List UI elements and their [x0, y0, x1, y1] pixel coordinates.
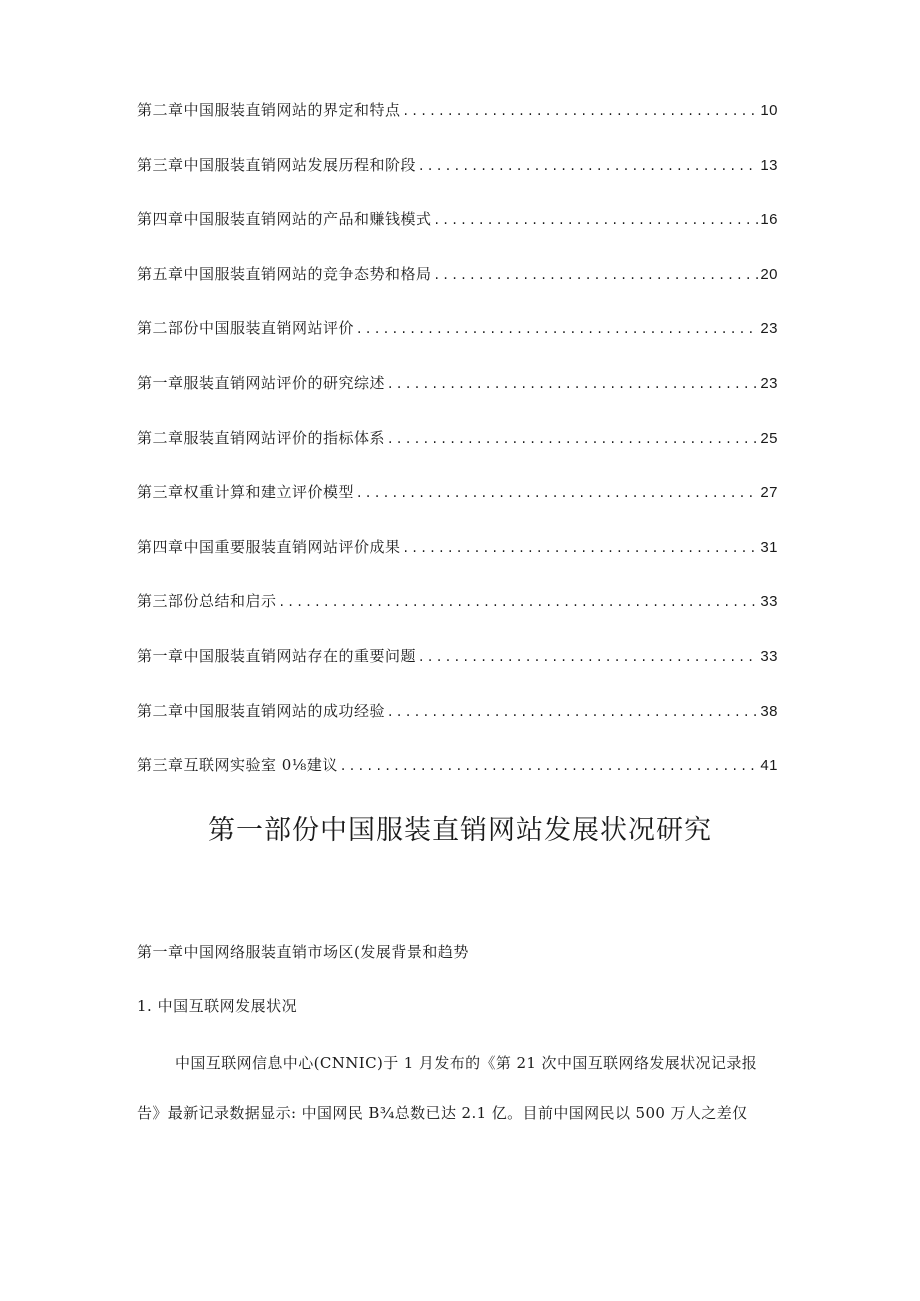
toc-entry-title: 第二章中国服装直销网站的界定和特点: [137, 101, 401, 119]
toc-dot-leader: [388, 376, 758, 392]
paragraph-line: 中国互联网信息中心(CNNIC)于 1 月发布的《第 21 次中国互联网络发展状况记录报: [175, 1054, 758, 1072]
toc-entry-title: 第三章权重计算和建立评价模型: [137, 483, 355, 502]
toc-entry-title: 第三章中国服装直销网站发展历程和阶段: [137, 155, 417, 174]
toc-entry-title: 第五章中国服装直销网站的竞争态势和格局: [137, 264, 432, 283]
toc-dot-leader: [388, 431, 758, 447]
body-paragraph: [137, 1038, 792, 1138]
toc-entry-title: 第四章中国服装直销网站的产品和赚钱模式: [137, 210, 432, 229]
toc-entry-title: 第一章服装直销网站评价的研究综述: [137, 373, 386, 392]
chapter-heading: 第一章中国网络服装直销市场区(发展背景和趋势: [137, 943, 469, 961]
toc-entry-title: 第二章中国服装直销网站的成功经验: [137, 701, 386, 720]
toc-dot-leader: [357, 321, 758, 337]
toc-entry-page: 10: [760, 102, 778, 119]
toc-entry-page: 38: [760, 702, 778, 720]
section-heading: 1. 中国互联网发展状况: [137, 997, 298, 1015]
toc-entry-page: 31: [760, 538, 778, 556]
toc-entry-page: 25: [760, 429, 778, 447]
toc-entry[interactable]: [137, 700, 778, 755]
toc-entry[interactable]: [137, 645, 778, 700]
toc-entry-title: 第三部份总结和启示: [137, 592, 277, 611]
toc-entry-title: 第四章中国重要服装直销网站评价成果: [137, 537, 401, 556]
toc-dot-leader: [341, 758, 758, 774]
toc-entry-page: 23: [760, 320, 778, 338]
paragraph-line: 告》最新记录数据显示: 中国网民 B¾总数已达 2.1 亿。目前中国网民以 500 万人之差仅: [137, 1104, 748, 1122]
part-title: 第一部份中国服装直销网站发展状况研究: [208, 815, 712, 846]
toc-dot-leader: [388, 704, 758, 720]
table-of-contents: [137, 99, 778, 809]
toc-entry[interactable]: [137, 208, 778, 263]
toc-entry-title: 第二部份中国服装直销网站评价: [137, 319, 355, 338]
toc-entry[interactable]: [137, 590, 778, 645]
toc-entry[interactable]: [137, 754, 778, 809]
toc-entry-page: 23: [760, 374, 778, 392]
toc-entry-page: 27: [760, 484, 778, 502]
toc-dot-leader: [280, 594, 759, 610]
toc-entry-page: 20: [760, 265, 778, 283]
toc-entry[interactable]: [137, 263, 778, 318]
toc-dot-leader: [357, 485, 758, 501]
toc-entry-title: 第三章互联网实验室 0⅛建议: [137, 756, 338, 775]
toc-entry[interactable]: [137, 99, 778, 154]
toc-entry[interactable]: [137, 154, 778, 209]
toc-dot-leader: [435, 212, 759, 228]
toc-entry[interactable]: [137, 481, 778, 536]
toc-dot-leader: [419, 649, 758, 665]
toc-dot-leader: [404, 103, 759, 119]
toc-entry-page: 33: [760, 593, 778, 611]
toc-entry[interactable]: [137, 536, 778, 591]
toc-entry[interactable]: [137, 372, 778, 427]
toc-entry-page: 41: [760, 757, 778, 775]
toc-entry-page: 13: [760, 156, 778, 174]
toc-dot-leader: [404, 540, 759, 556]
toc-entry-title: 第二章服装直销网站评价的指标体系: [137, 428, 386, 447]
toc-entry-page: 16: [760, 211, 778, 229]
toc-dot-leader: [435, 267, 759, 283]
toc-entry[interactable]: [137, 427, 778, 482]
toc-entry-page: 33: [760, 647, 778, 665]
toc-dot-leader: [419, 158, 758, 174]
toc-entry[interactable]: [137, 317, 778, 372]
toc-entry-title: 第一章中国服装直销网站存在的重要问题: [137, 646, 417, 665]
